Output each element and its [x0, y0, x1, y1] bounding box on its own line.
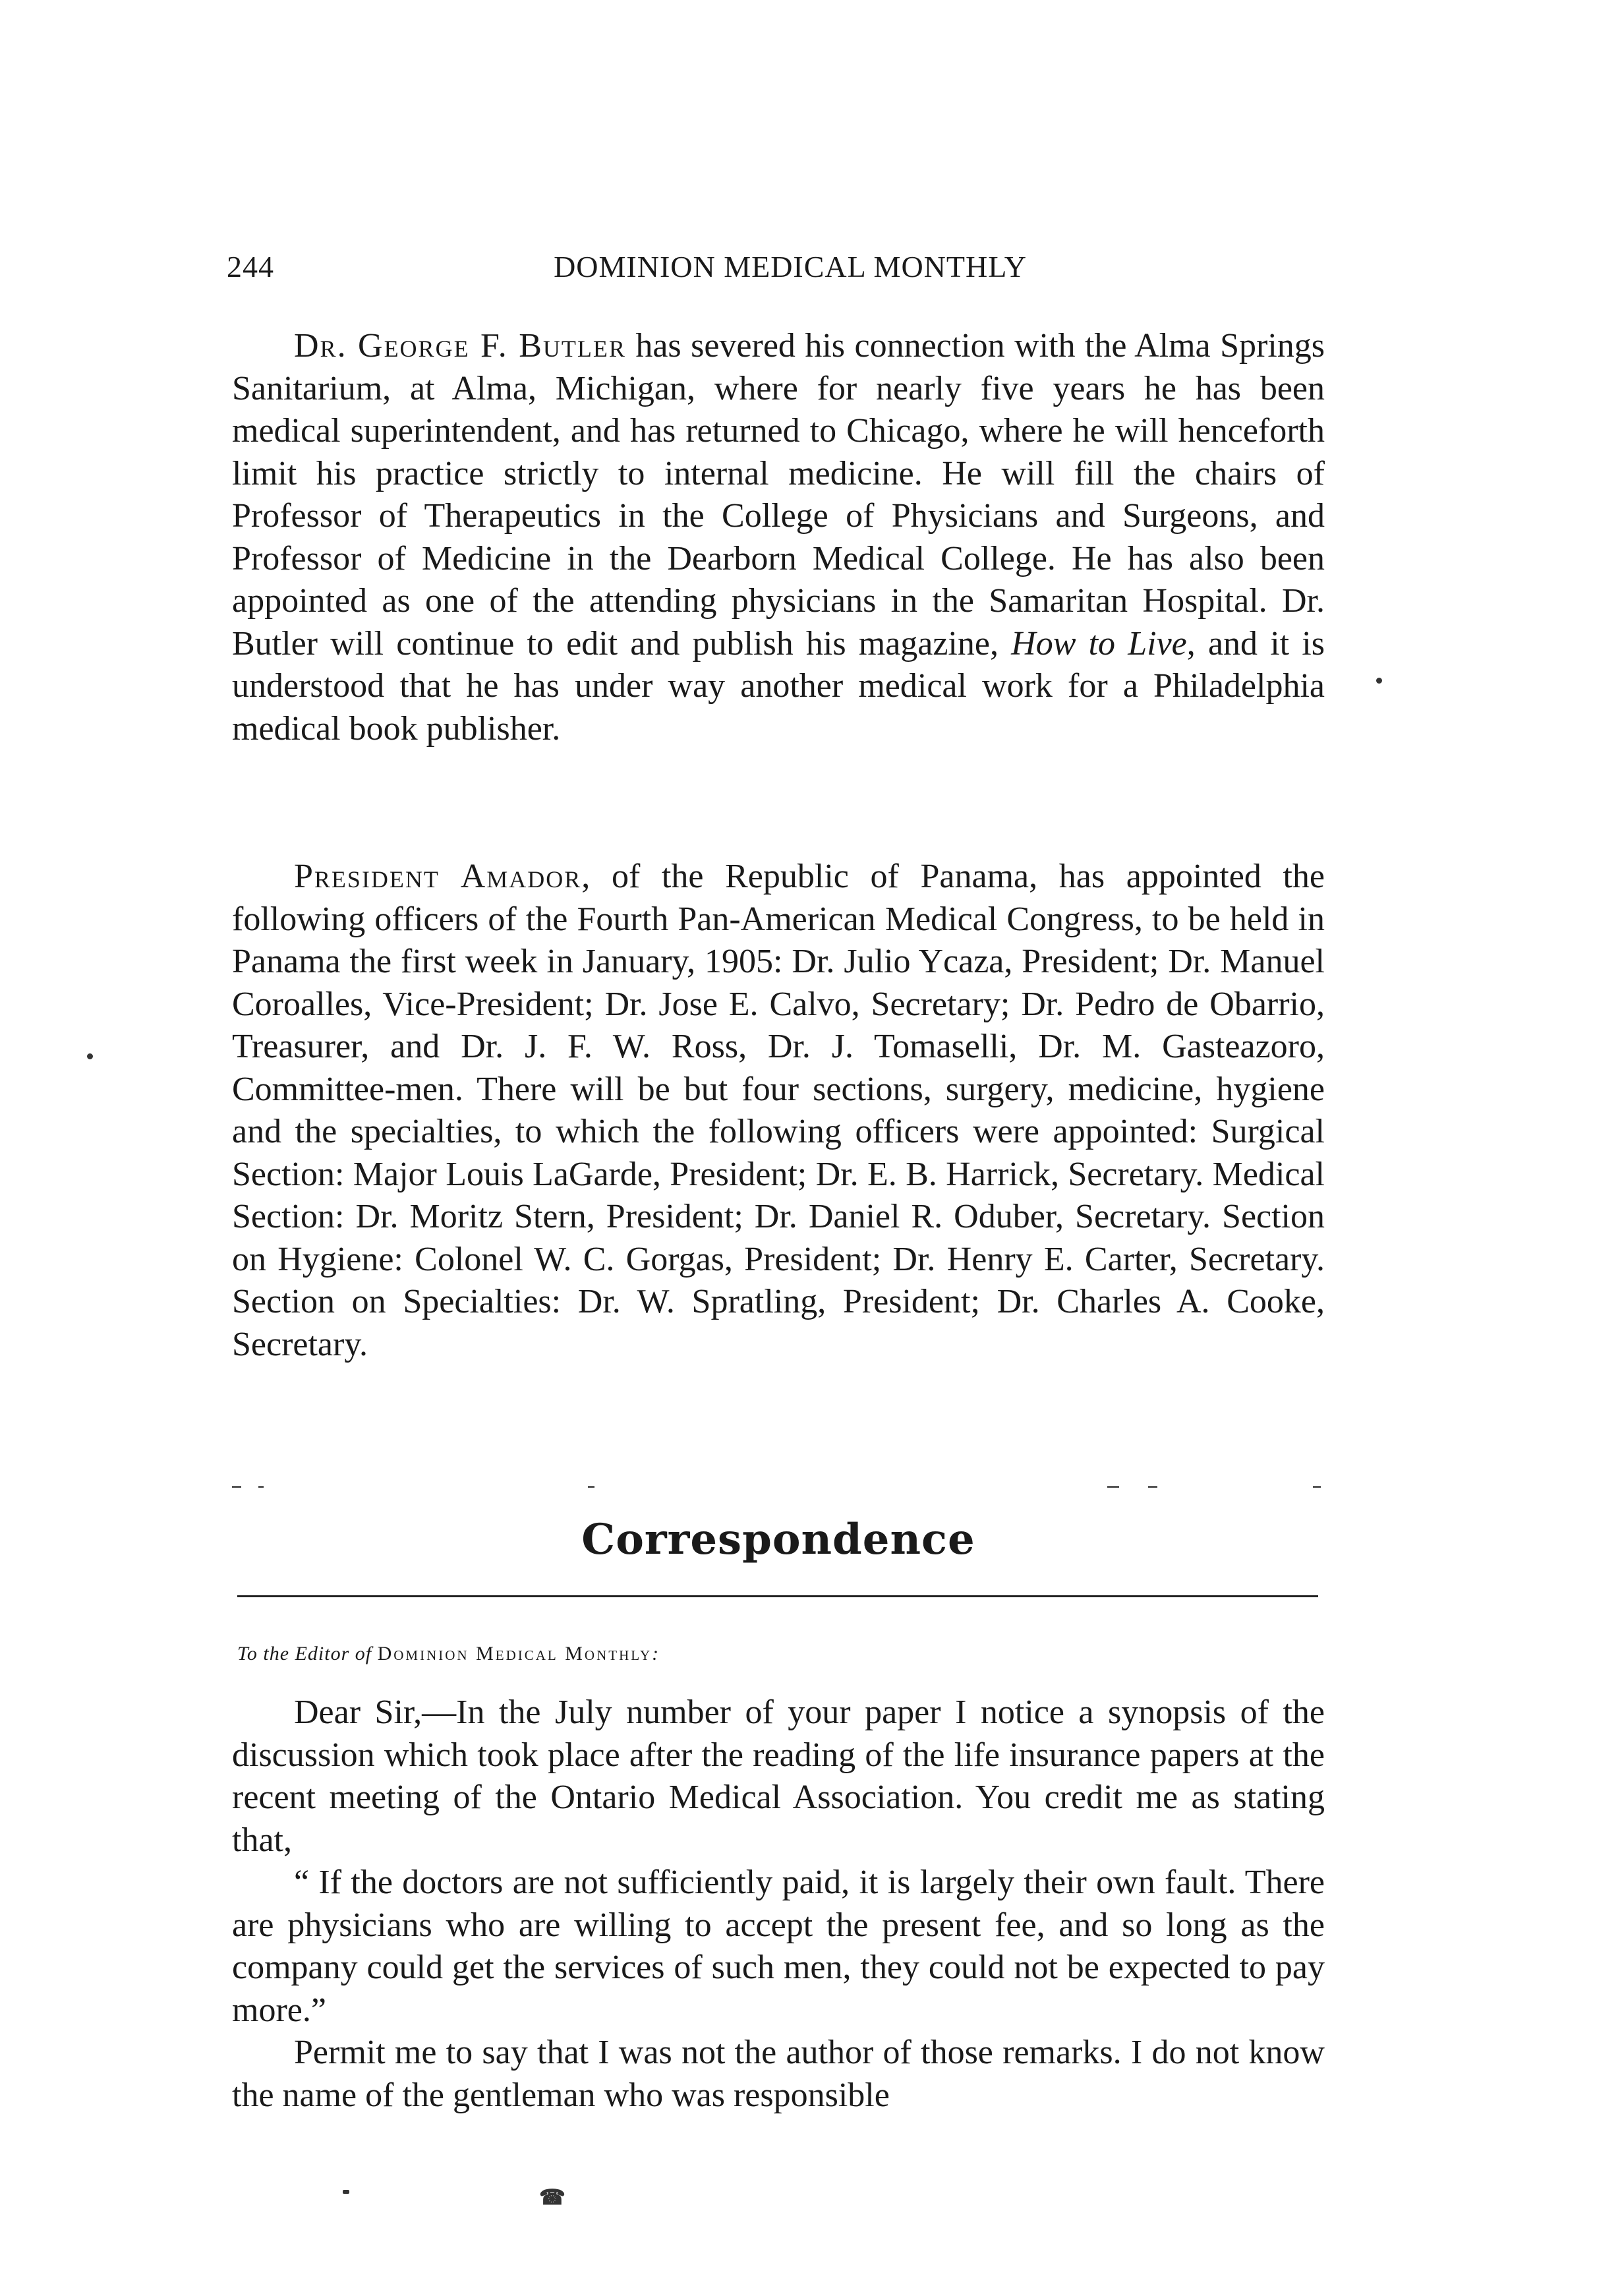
butler-text-1: has severed his connection with the Alma Springs Sanitarium, at Alma, Michigan, where for nearly five years he has been medical superintendent, and has returned to Chicago, where he will henceforth limit his practice strictly to internal medicine. He will fill the chairs of Professor of Therapeutics in the College of Physicians and Surgeons, and Professor of Medicine in the Dearborn Medical College. He has also been appointed as one of the attending physicians in the Samaritan Hospital. Dr. Butler will continue to edit and publish his magazine, [232, 327, 1325, 662]
amador-paragraph [232, 856, 1325, 1366]
margin-dot [87, 1053, 93, 1059]
section-separator [232, 1486, 1325, 1492]
letter-address [237, 1643, 659, 1665]
page-number: 244 [227, 250, 274, 283]
letter-body [232, 1692, 1325, 2117]
journal-title: DOMINION MEDICAL MONTHLY [554, 250, 1027, 283]
butler-paragraph [232, 325, 1325, 750]
letter-quote-paragraph: “ If the doctors are not sufficiently paid, it is largely their own fault. There are physicians who are willing to accept the present fee, and so long as the company could get the services of such men, they could not be expected to pay more.” [232, 1864, 1325, 2029]
section-heading-correspondence: Correspondence [581, 1515, 975, 1564]
letter-paragraph-1: Dear Sir,—In the July number of your paper I notice a synopsis of the discussion which took place after the reading of the life insurance papers at the recent meeting of the Ontario Medical Association. You credit me as stating that, [232, 1693, 1325, 1859]
amador-lead-name: President Amador [294, 858, 582, 895]
butler-text-2: , and it is understood that he has under way another medical work for a Philadelphia medical book publisher. [232, 624, 1325, 748]
separator-dash [1148, 1486, 1157, 1488]
magazine-title: How to Live [1011, 624, 1187, 662]
address-suffix: : [652, 1643, 660, 1664]
separator-dash [232, 1486, 241, 1488]
news-item-butler [232, 325, 1325, 750]
margin-dot [1376, 678, 1382, 684]
footer-dot [343, 2190, 349, 2194]
butler-lead-name: Dr. George F. Butler [294, 327, 626, 365]
separator-dash [258, 1486, 264, 1488]
section-rule [237, 1595, 1318, 1597]
address-prefix: To the Editor of [237, 1643, 378, 1664]
address-journal: Dominion Medical Monthly [377, 1643, 652, 1664]
separator-dash [1313, 1486, 1321, 1488]
news-item-amador [232, 856, 1325, 1366]
separator-dash [588, 1486, 594, 1488]
amador-text: , of the Republic of Panama, has appointed the following officers of the Fourth Pan-American Medical Congress, to be held in Panama the first week in January, 1905: Dr. Julio Ycaza, President; Dr. Manuel Coroalles, Vice-President; Dr. Jose E. Calvo, Secretary; Dr. Pedro de Obarrio, Treasurer, and Dr. J. F. W. Ross, Dr. J. Tomaselli, Dr. M. Gasteazoro, Committee-men. There will be but four sections, surgery, medicine, hygiene and the specialties, to which the following officers were appointed: Surgical Section: Major Louis LaGarde, President; Dr. E. B. Harrick, Secretary. Medical Section: Dr. Moritz Stern, President; Dr. Daniel R. Oduber, Secretary. Section on Hygiene: Colonel W. C. Gorgas, President; Dr. Henry E. Carter, Secretary. Section on Specialties: Dr. W. Spratling, President; Dr. Charles A. Cooke, Secretary. [232, 858, 1325, 1363]
separator-dash [1107, 1486, 1119, 1488]
running-head [227, 249, 1314, 295]
letter-paragraph-3: Permit me to say that I was not the author of those remarks. I do not know the name of the gentleman who was responsible [232, 2034, 1325, 2114]
footer-ornament-icon: ☎ [539, 2185, 565, 2209]
